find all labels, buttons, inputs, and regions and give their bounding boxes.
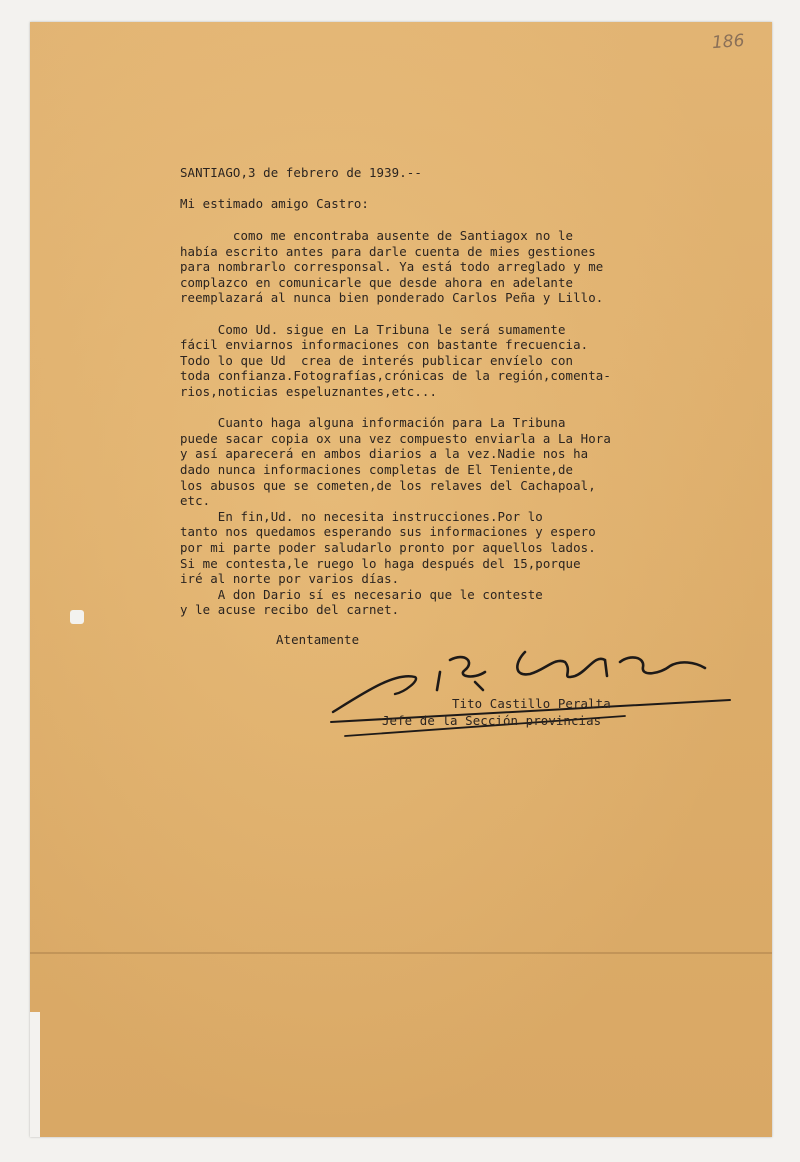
body-line: complazco en comunicarle que desde ahora en adelante bbox=[180, 274, 574, 290]
paper-hole bbox=[70, 610, 84, 624]
body-line: Como Ud. sigue en La Tribuna le será sumamente bbox=[180, 321, 566, 337]
body-line: rios,noticias espeluznantes,etc... bbox=[180, 384, 438, 399]
paper-sheet bbox=[30, 22, 772, 1137]
body-line: por mi parte poder saludarlo pronto por aquellos lados. bbox=[180, 540, 596, 555]
body-line: En fin,Ud. no necesita instrucciones.Por lo bbox=[180, 508, 543, 524]
body-line: como me encontraba ausente de Santiagox no le bbox=[180, 228, 574, 243]
body-line: etc. bbox=[180, 493, 211, 509]
body-line: toda confianza.Fotografías,crónicas de la región,comenta- bbox=[180, 368, 611, 384]
body-line: dado nunca informaciones completas de El Teniente,de bbox=[180, 462, 574, 477]
body-line: puede sacar copia ox una vez compuesto enviarla a La Hora bbox=[180, 430, 611, 446]
body-line: Si me contesta,le ruego lo haga después del 15,porque bbox=[180, 555, 581, 571]
body-line: reemplazará al nunca bien ponderado Carlos Peña y Lillo. bbox=[180, 290, 604, 306]
salutation: Mi estimado amigo Castro: bbox=[180, 196, 369, 211]
body-line: y así aparecerá en ambos diarios a la vez.Nadie nos ha bbox=[180, 446, 589, 462]
body-line: para nombrarlo corresponsal. Ya está todo arreglado y me bbox=[180, 259, 604, 275]
body-line: había escrito antes para darle cuenta de mies gestiones bbox=[180, 243, 596, 259]
body-line: Cuanto haga alguna información para La Tribuna bbox=[180, 415, 566, 431]
body-line: A don Dario sí es necesario que le conteste bbox=[180, 586, 543, 602]
closing: Atentamente bbox=[276, 632, 360, 647]
signer-name: Tito Castillo Peralta bbox=[452, 696, 611, 711]
body-line: fácil enviarnos informaciones con bastante frecuencia. bbox=[180, 337, 589, 353]
date-line: SANTIAGO,3 de febrero de 1939.-- bbox=[180, 165, 422, 180]
signer-title: Jefe de la Sección provincias bbox=[382, 713, 602, 728]
body-line: y le acuse recibo del carnet. bbox=[180, 602, 400, 618]
paper-fold bbox=[30, 952, 772, 954]
body-line: tanto nos quedamos esperando sus informaciones y espero bbox=[180, 524, 596, 540]
paper-tear bbox=[30, 1012, 40, 1137]
body-line: Todo lo que Ud crea de interés publicar envíelo con bbox=[180, 352, 574, 368]
body-line: los abusos que se cometen,de los relaves del Cachapoal, bbox=[180, 477, 596, 493]
body-line: iré al norte por varios días. bbox=[180, 571, 400, 587]
archive-number: 186 bbox=[711, 30, 746, 54]
